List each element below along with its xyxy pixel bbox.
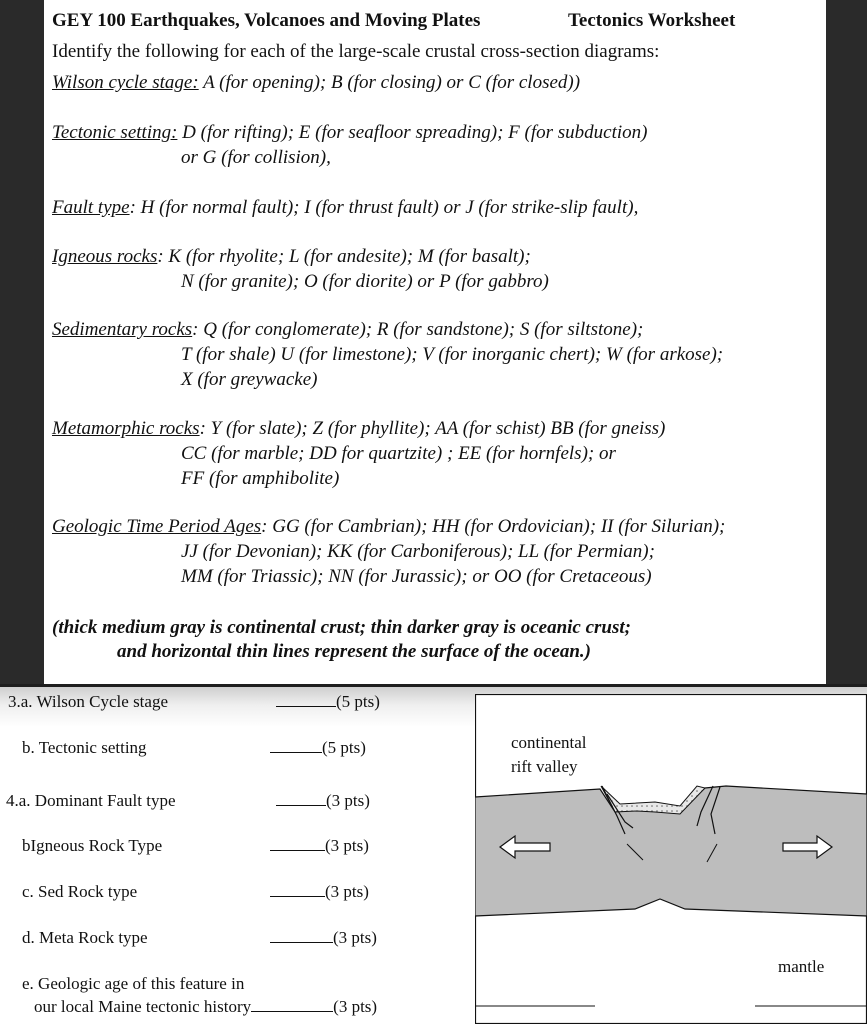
metamorphic-options-2: CC (for marble; DD for quartzite) ; EE (for hornfels); or [181, 443, 616, 464]
sedimentary-options-2: T (for shale) U (for limestone); V (for inorganic chert); W (for arkose); [181, 344, 724, 365]
time-label: Geologic Time Period Ages [52, 516, 262, 537]
q4c-label: c. Sed Rock type [22, 882, 138, 901]
tectonic-options-2: or G (for collision), [181, 147, 331, 168]
tectonic-label: Tectonic setting: [52, 122, 178, 143]
rift-label-1: continental [511, 733, 587, 752]
q4b-answer[interactable] [270, 836, 369, 856]
right-margin [826, 0, 867, 684]
q3a-label: 3.a. Wilson Cycle stage [8, 692, 168, 711]
crust-note-1: (thick medium gray is continental crust; thin darker gray is oceanic crust; [52, 617, 631, 638]
igneous-label: Igneous rocks [52, 246, 158, 267]
q4a-label: 4.a. Dominant Fault type [6, 791, 176, 810]
igneous-options-1: : K (for rhyolite; L (for andesite); M (for basalt); [157, 246, 531, 267]
q4e-pts: (3 pts) [333, 997, 378, 1016]
q4e-answer[interactable] [251, 997, 333, 1012]
sedimentary-options-1: : Q (for conglomerate); R (for sandstone); S (for siltstone); [192, 319, 644, 340]
q4b-pts: (3 pts) [325, 836, 369, 855]
igneous-options-2: N (for granite); O (for diorite) or P (for gabbro) [181, 271, 549, 292]
metamorphic-key [52, 418, 665, 440]
fault-key [52, 197, 638, 219]
sedimentary-label: Sedimentary rocks [52, 319, 193, 340]
q3b-answer[interactable] [270, 738, 366, 758]
worksheet-title: GEY 100 Earthquakes, Volcanoes and Moving Plates [52, 10, 481, 31]
intro-text: Identify the following for each of the large-scale crustal cross-section diagrams: [52, 41, 660, 62]
fault-label: Fault type [52, 197, 130, 218]
q4a-answer[interactable] [276, 791, 370, 811]
fault-options: : H (for normal fault); I (for thrust fault) or J (for strike-slip fault), [129, 197, 639, 218]
q4b-label: bIgneous Rock Type [22, 836, 163, 855]
q4e-label-2-text: our local Maine tectonic history [34, 997, 252, 1016]
metamorphic-options-3: FF (for amphibolite) [181, 468, 340, 489]
q4e-label: e. Geologic age of this feature in [22, 974, 245, 993]
q4d-answer[interactable] [270, 928, 377, 948]
time-options-2: JJ (for Devonian); KK (for Carboniferous); LL (for Permian); [181, 541, 655, 562]
tectonic-options-1: D (for rifting); E (for seafloor spreading); F (for subduction) [182, 122, 648, 143]
metamorphic-label: Metamorphic rocks [52, 418, 200, 439]
q4c-pts: (3 pts) [325, 882, 369, 901]
q3a-pts: (5 pts) [336, 692, 380, 711]
q4e-label-2 [34, 997, 377, 1017]
crust-note-2: and horizontal thin lines represent the surface of the ocean.) [117, 641, 591, 662]
q3b-pts: (5 pts) [322, 738, 366, 757]
mantle-label: mantle [778, 957, 825, 976]
left-margin [0, 0, 44, 684]
q4d-pts: (3 pts) [333, 928, 377, 947]
time-options-1: : GG (for Cambrian); HH (for Ordovician); II (for Silurian); [261, 516, 726, 537]
time-options-3: MM (for Triassic); NN (for Jurassic); or OO (for Cretaceous) [181, 566, 652, 587]
q3b-label: b. Tectonic setting [22, 738, 147, 757]
q4a-pts: (3 pts) [326, 791, 370, 810]
wilson-key [52, 72, 580, 94]
metamorphic-options-1: : Y (for slate); Z (for phyllite); AA (for schist) BB (for gneiss) [199, 418, 666, 439]
worksheet-subtitle: Tectonics Worksheet [568, 10, 736, 31]
q3a-answer[interactable] [276, 692, 380, 712]
sedimentary-options-3: X (for greywacke) [181, 369, 318, 390]
igneous-key [52, 246, 531, 268]
time-key [52, 516, 725, 538]
q4c-answer[interactable] [270, 882, 369, 902]
rift-label-2: rift valley [511, 757, 578, 776]
sedimentary-key [52, 319, 643, 341]
wilson-options: A (for opening); B (for closing) or C (for closed)) [203, 72, 581, 93]
tectonic-key [52, 122, 647, 144]
q4d-label: d. Meta Rock type [22, 928, 148, 947]
wilson-label: Wilson cycle stage: [52, 72, 199, 93]
